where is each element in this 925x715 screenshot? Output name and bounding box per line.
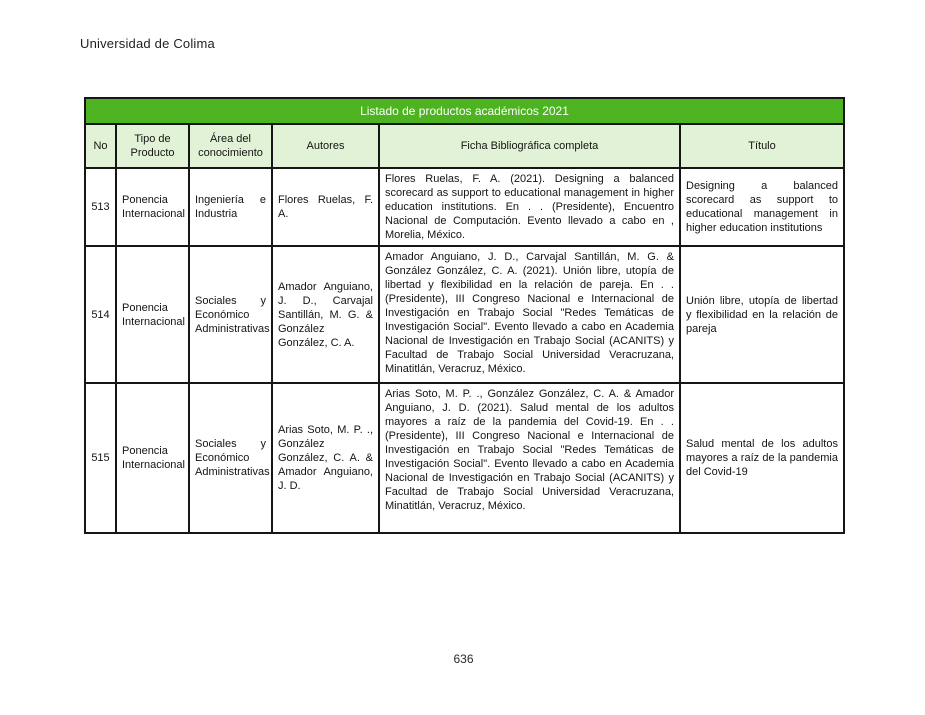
cell-autores: Flores Ruelas, F. A. xyxy=(272,168,379,246)
column-header-ficha: Ficha Bibliográfica completa xyxy=(379,124,680,168)
cell-area-conocimiento: Ingeniería e Industria xyxy=(189,168,272,246)
column-header-titulo: Título xyxy=(680,124,844,168)
cell-titulo: Designing a balanced scorecard as support to educational management in higher education institutions xyxy=(680,168,844,246)
cell-no: 515 xyxy=(85,383,116,533)
cell-area-conocimiento: Sociales y Económico Administrativas xyxy=(189,383,272,533)
table-title-row xyxy=(85,98,844,124)
cell-titulo: Salud mental de los adultos mayores a raíz de la pandemia del Covid-19 xyxy=(680,383,844,533)
table-row xyxy=(85,246,844,383)
cell-autores: Amador Anguiano, J. D., Carvajal Santillán, M. G. & González González, C. A. xyxy=(272,246,379,383)
table-container xyxy=(84,97,843,534)
column-header-no: No xyxy=(85,124,116,168)
cell-tipo-producto: Ponencia Internacional xyxy=(116,383,189,533)
column-header-autores: Autores xyxy=(272,124,379,168)
cell-no: 514 xyxy=(85,246,116,383)
cell-ficha-bibliografica: Arias Soto, M. P. ., González González, C. A. & Amador Anguiano, J. D. (2021). Salud mental de los adultos mayores a raíz de la pandemia del Covid-19. En . . (Presidente), III Congreso Nacional e Internacional de Investigación en Trabajo Social "Redes Temáticas de Investigación Social". Evento llevado a cabo en Academia Nacional de Investigación en Trabajo Social (ACANITS) y Facultad de Trabajo Social Universidad Veracruzana, Minatitlán, Veracruz, México. xyxy=(379,383,680,533)
column-header-area: Área del conocimiento xyxy=(189,124,272,168)
cell-autores: Arias Soto, M. P. ., González González, C. A. & Amador Anguiano, J. D. xyxy=(272,383,379,533)
column-header-tipo: Tipo de Producto xyxy=(116,124,189,168)
table-header-row xyxy=(85,124,844,168)
cell-tipo-producto: Ponencia Internacional xyxy=(116,168,189,246)
institution-header: Universidad de Colima xyxy=(80,36,215,51)
cell-tipo-producto: Ponencia Internacional xyxy=(116,246,189,383)
cell-titulo: Unión libre, utopía de libertad y flexibilidad en la relación de pareja xyxy=(680,246,844,383)
productos-academicos-table xyxy=(84,97,845,534)
table-row xyxy=(85,168,844,246)
cell-ficha-bibliografica: Amador Anguiano, J. D., Carvajal Santillán, M. G. & González González, C. A. (2021). Unión libre, utopía de libertad y flexibilidad en la relación de pareja. En . . (Presidente), III Congreso Nacional e Internacional de Investigación en Trabajo Social "Redes Temáticas de Investigación Social". Evento llevado a cabo en Academia Nacional de Investigación en Trabajo Social (ACANITS) y Facultad de Trabajo Social Universidad Veracruzana, Minatitlán, Veracruz, México. xyxy=(379,246,680,383)
page-number: 636 xyxy=(453,652,474,666)
cell-area-conocimiento: Sociales y Económico Administrativas xyxy=(189,246,272,383)
table-row xyxy=(85,383,844,533)
cell-no: 513 xyxy=(85,168,116,246)
cell-ficha-bibliografica: Flores Ruelas, F. A. (2021). Designing a balanced scorecard as support to educational management in higher education institutions. En . . (Presidente), Encuentro Nacional de Computación. Evento llevado a cabo en , Morelia, México. xyxy=(379,168,680,246)
table-title: Listado de productos académicos 2021 xyxy=(85,98,844,124)
